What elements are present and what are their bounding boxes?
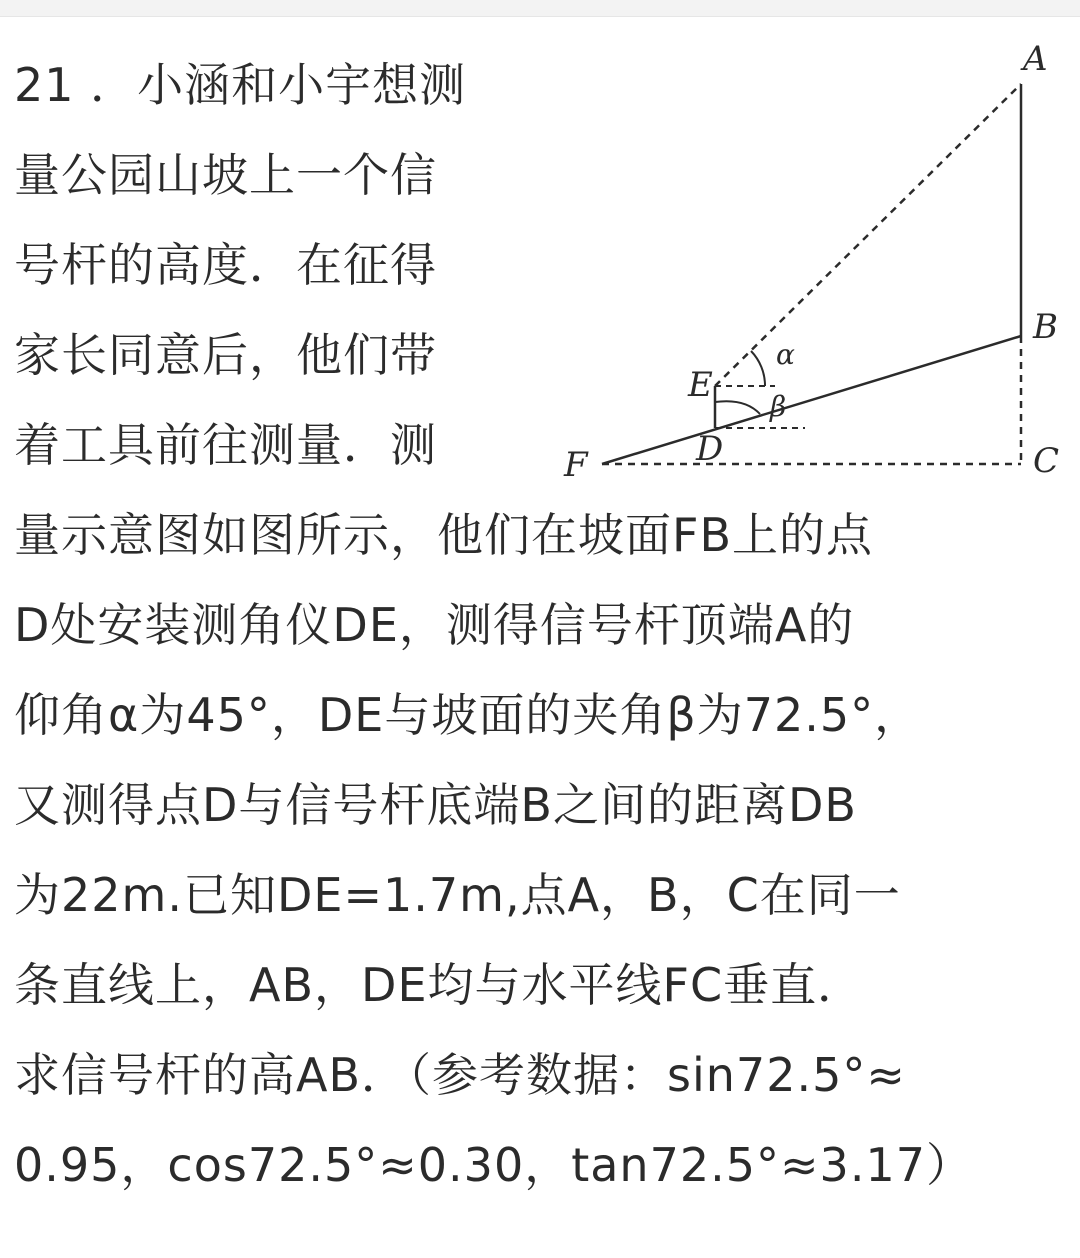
problem-line: 0.95，cos72.5°≈0.30，tan72.5°≈3.17） [14, 1138, 973, 1192]
angle-beta-arc [715, 401, 760, 414]
problem-line: D处安装测角仪DE，测得信号杆顶端A的 [14, 598, 855, 652]
label-beta: β [770, 390, 787, 423]
slope-fb [602, 336, 1021, 464]
label-a: A [1023, 39, 1048, 79]
label-b: B [1033, 307, 1058, 347]
label-f: F [564, 445, 588, 485]
label-e: E [688, 365, 713, 405]
label-d: D [696, 429, 724, 469]
problem-line: 21 ．小涵和小宇想测 [14, 58, 467, 112]
angle-alpha-arc [751, 351, 765, 386]
geometry-figure [560, 30, 1070, 500]
problem-line: 为22m.已知DE=1.7m,点A，B，C在同一 [14, 868, 901, 922]
problem-line: 量示意图如图所示，他们在坡面FB上的点 [14, 508, 874, 562]
problem-line: 着工具前往测量．测 [14, 418, 437, 472]
problem-line: 仰角α为45°，DE与坡面的夹角β为72.5°， [14, 688, 922, 742]
figure-svg [560, 30, 1070, 500]
problem-line: 量公园山坡上一个信 [14, 148, 437, 202]
problem-line: 家长同意后，他们带 [14, 328, 437, 382]
problem-line: 求信号杆的高AB．（参考数据：sin72.5°≈ [14, 1048, 906, 1102]
problem-line: 又测得点D与信号杆底端B之间的距离DB [14, 778, 857, 832]
label-c: C [1033, 441, 1060, 481]
sightline-ea-dashed [715, 84, 1021, 386]
problem-line: 号杆的高度．在征得 [14, 238, 437, 292]
label-alpha: α [776, 338, 795, 371]
top-strip [0, 0, 1080, 17]
problem-line: 条直线上，AB，DE均与水平线FC垂直． [14, 958, 865, 1012]
